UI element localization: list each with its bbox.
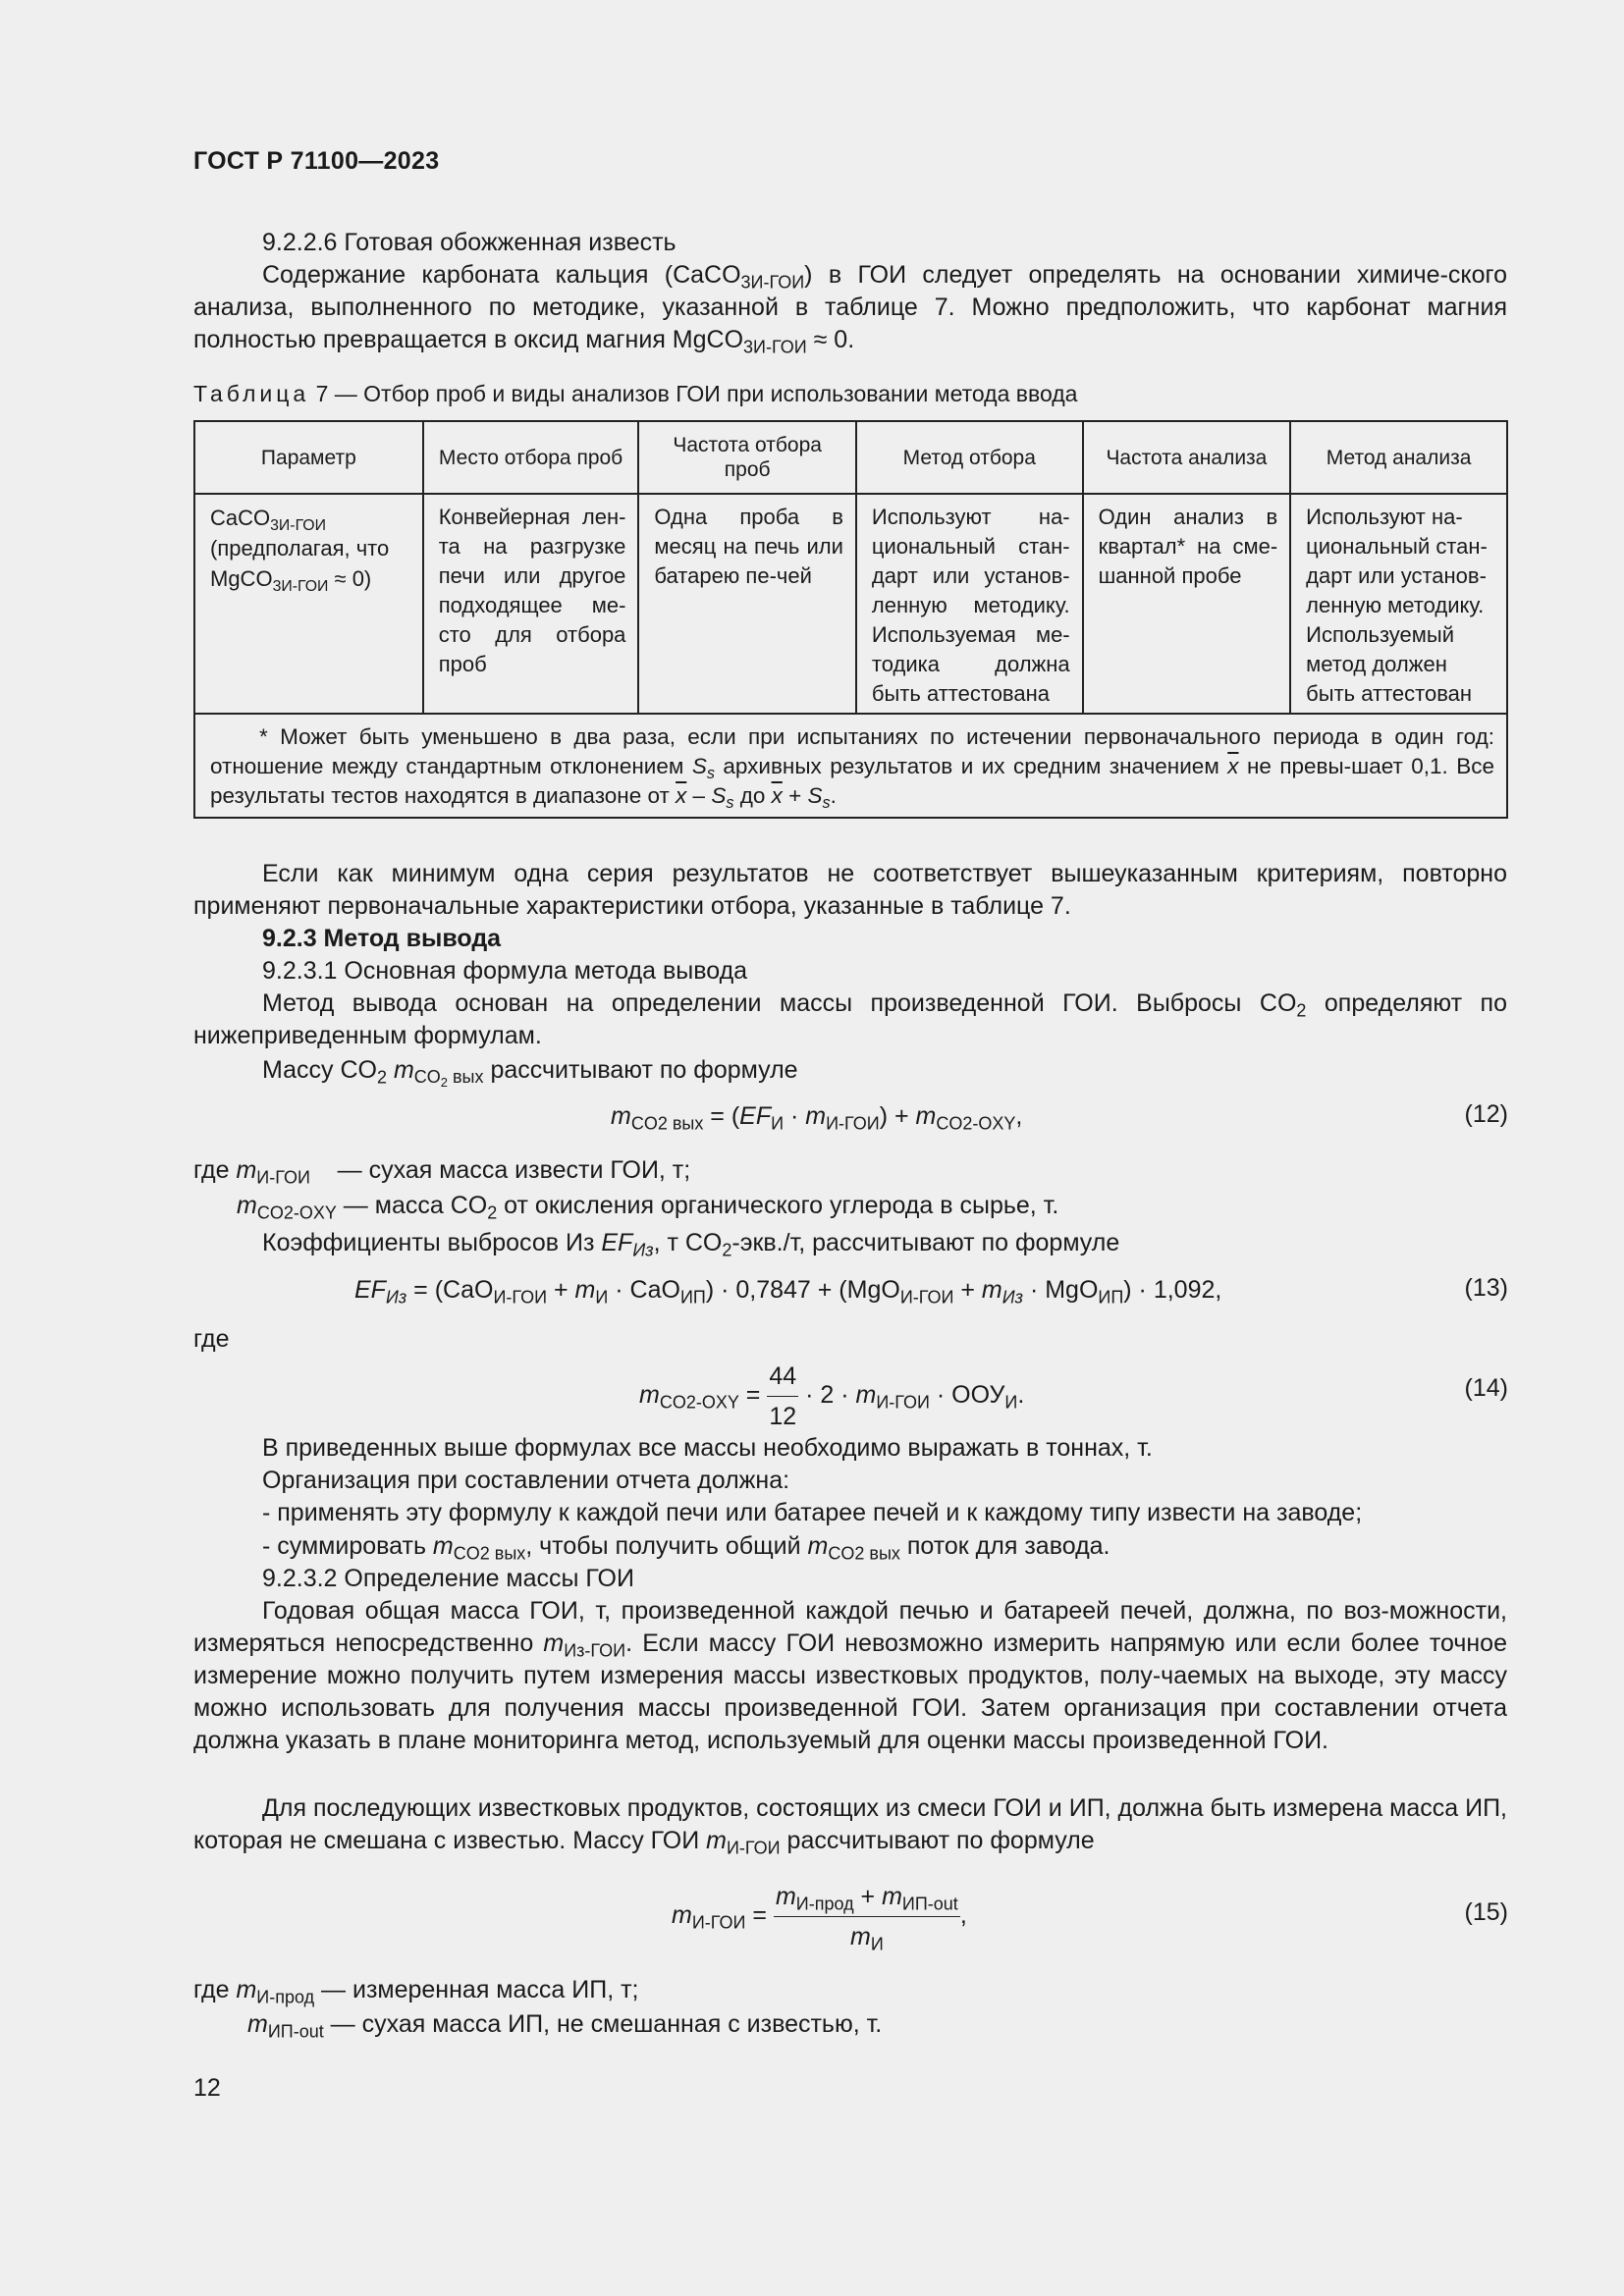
equation-14-number: (14): [1464, 1374, 1508, 1402]
section-9-2-3-1-paragraph: Метод вывода основан на определении массы произведенной ГОИ. Выбросы $CO_2$ определяют по нижеприведенным формулам.: [193, 989, 1507, 1049]
coefficients-line: Коэффициенты выбросов Из $EF_{Из}$, т $CO_2-экв./т$, рассчитывают по формуле: [262, 1229, 1120, 1260]
fraction-mass: $\frac{m_{И-прод} + m_{ИП-out}}{m_И}$: [774, 1877, 960, 1956]
equation-12: $m_{CO2 вых} = (EF_И \cdot m_{И-ГОИ}) + m_{CO2-OXY}$,: [611, 1102, 1023, 1134]
table-note-row: [194, 714, 1507, 818]
after-14-line-3: - применять эту формулу к каждой печи или батарее печей и к каждому типу извести на заводе;: [262, 1499, 1363, 1526]
equation-13-number: (13): [1464, 1274, 1508, 1302]
mass-co2-line: Массу $CO_2$ $m_{CO_2 вых}$ рассчитывают по формуле: [262, 1056, 798, 1091]
section-9-2-3-2-paragraph-1: Годовая общая масса ГОИ, т, произведенной каждой печью и батареей печей, должна, по воз-можности, измеряться непосредственно $m_{Из-ГОИ}$. Если массу ГОИ невозможно измерить напрямую или если более точное измерение можно получить путем измерения массы известковых продуктов, полу-чаемых на выходе, эту массу можно использовать для получения массы произведенной ГОИ. Затем организация при составлении отчета должна указать в плане мониторинга метод, используемый для оценки массы произведенной ГОИ.: [193, 1597, 1507, 1754]
after-14-line-4: - суммировать $m_{CO2 вых}$, чтобы получить общий $m_{CO2 вых}$ поток для завода.: [262, 1532, 1110, 1564]
table-header-cell: Частота отбора проб: [638, 421, 855, 494]
section-9-2-2-6-title: 9.2.2.6 Готовая обожженная известь: [262, 229, 677, 256]
equation-12-number: (12): [1464, 1100, 1508, 1128]
table-header-cell: Параметр: [194, 421, 423, 494]
after-14-line-2: Организация при составлении отчета должна:: [262, 1467, 790, 1494]
equation-14: $m_{CO2-OXY}$ = $\frac{44}{12}$ · $2 \cdot m_{И-ГОИ} \cdot ООУ_И$.: [639, 1357, 1024, 1436]
cell-sampling-method: Используют на-циональный стан-дарт или установ-ленную методику. Используемая ме-тодика должна быть аттестована: [856, 494, 1083, 714]
cell-parameter: CaCO$_{3И-ГОИ}$ (предполагая, что MgCO$_{3И-ГОИ}$ ≈ 0): [194, 494, 423, 714]
page-number: 12: [193, 2074, 221, 2102]
table-7-caption: Таблица 7 — Отбор проб и виды анализов ГОИ при использовании метода ввода: [193, 381, 1078, 406]
fraction-44-12: $\frac{44}{12}$: [767, 1357, 798, 1436]
after-14-line-1: В приведенных выше формулах все массы необходимо выражать в тоннах, т.: [262, 1434, 1153, 1462]
cell-sampling-place: Конвейерная лен-та на разгрузке печи или другое подходящее ме-сто для отбора проб: [423, 494, 639, 714]
table-header-cell: Частота анализа: [1083, 421, 1291, 494]
cell-sampling-frequency: Одна проба в месяц на печь или батарею пе-чей: [638, 494, 855, 714]
table-header-cell: Место отбора проб: [423, 421, 639, 494]
equation-13: $EF_{Из} = (CaO_{И-ГОИ} + m_И \cdot CaO_{ИП}) \cdot 0,7847 + (MgO_{И-ГОИ} + m_{Из} \cdot MgO_{ИП}) \cdot 1,092$,: [354, 1276, 1222, 1308]
section-9-2-2-6-paragraph: Содержание карбоната кальция (CaCO$_{3И-ГОИ}$) в ГОИ следует определять на основании химиче-ского анализа, выполненного по методике, указанной в таблице 7. Можно предположить, что карбонат магния полностью превращается в оксид магния MgCO$_{3И-ГОИ}$ ≈ 0.: [193, 261, 1507, 357]
where-12-line-1: где $m_{И-ГОИ}$ — сухая масса извести ГОИ, т;: [193, 1156, 691, 1188]
section-9-2-3-2-paragraph-2: Для последующих известковых продуктов, состоящих из смеси ГОИ и ИП, должна быть измерена масса ИП, которая не смешана с известью. Массу ГОИ $m_{И-ГОИ}$ рассчитывают по формуле: [193, 1794, 1507, 1858]
where-13: где: [193, 1325, 230, 1353]
after-table-paragraph: Если как минимум одна серия результатов не соответствует вышеуказанным критериям, повторно применяют первоначальные характеристики отбора, указанные в таблице 7.: [193, 860, 1507, 920]
table-footnote: * Может быть уменьшено в два раза, если при испытаниях по истечении первоначального периода в один год: отношение между стандартным отклонением $S_s$ архивных результатов и их средним значением $\overline{x}$ не превы-шает 0,1. Все результаты тестов находятся в диапазоне от $\overline{x} - S_s$ до $\overline{x} + S_s$.: [194, 714, 1507, 818]
table-row: [194, 494, 1507, 714]
section-9-2-3-title: 9.2.3 Метод вывода: [262, 925, 502, 952]
table-header-cell: Метод отбора: [856, 421, 1083, 494]
table-header-row: [194, 421, 1507, 494]
table-7: [193, 420, 1508, 819]
where-12-line-2: $m_{CO2-OXY}$ — масса $CO_2$ от окисления органического углерода в сырье, т.: [237, 1192, 1059, 1223]
equation-15: $m_{И-ГОИ}$ = $\frac{m_{И-прод} + m_{ИП-out}}{m_И}$ ,: [672, 1877, 967, 1956]
cell-analysis-frequency: Один анализ в квартал* на сме-шанной пробе: [1083, 494, 1291, 714]
equation-15-number: (15): [1464, 1898, 1508, 1926]
where-15-line-2: $m_{ИП-out}$ — сухая масса ИП, не смешанная с известью, т.: [247, 2010, 883, 2042]
section-9-2-3-1-title: 9.2.3.1 Основная формула метода вывода: [262, 957, 748, 985]
cell-analysis-method: Используют на-циональный стан-дарт или установ-ленную методику. Используемый метод должен быть аттестован: [1290, 494, 1507, 714]
document-header: ГОСТ Р 71100—2023: [193, 147, 440, 175]
where-15-line-1: где $m_{И-прод}$ — измеренная масса ИП, т;: [193, 1976, 639, 2007]
section-9-2-3-2-title: 9.2.3.2 Определение массы ГОИ: [262, 1565, 634, 1592]
table-header-cell: Метод анализа: [1290, 421, 1507, 494]
